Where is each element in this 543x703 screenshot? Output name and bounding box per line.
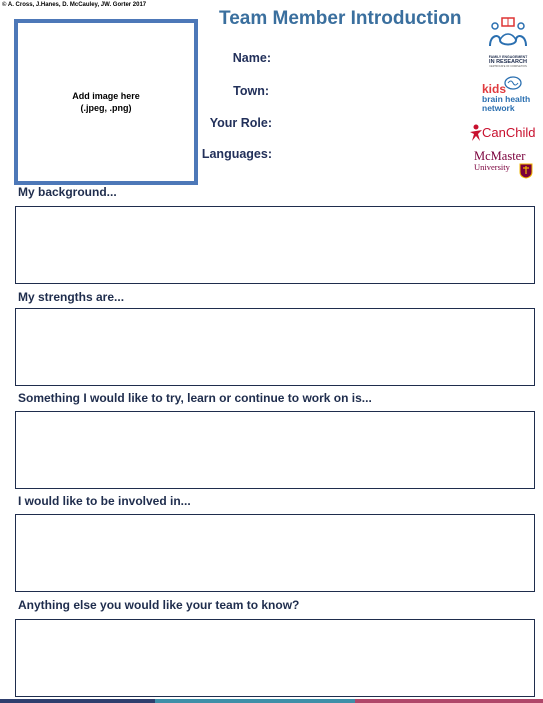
canchild-text: CanChild bbox=[482, 125, 536, 140]
try-learn-textbox[interactable] bbox=[15, 411, 535, 489]
anything-else-textbox[interactable] bbox=[15, 619, 535, 697]
mcmaster-line1: McMaster bbox=[474, 149, 526, 163]
kbhn-line1: kids bbox=[482, 82, 507, 96]
fer-line1: FAMILY ENGAGEMENT bbox=[488, 55, 528, 59]
name-label: Name: bbox=[232, 51, 271, 65]
anything-else-label: Anything else you would like your team to know? bbox=[18, 598, 300, 612]
involved-label: I would like to be involved in... bbox=[18, 494, 191, 508]
role-label: Your Role: bbox=[209, 116, 272, 130]
canchild-figure-icon bbox=[469, 124, 483, 142]
footer-bar-segment-2 bbox=[155, 699, 355, 703]
photo-placeholder-line1: Add image here bbox=[72, 91, 140, 101]
fer-line3: CERTIFICATE OF COMPLETION bbox=[489, 65, 527, 68]
photo-placeholder-line2: (.jpeg, .png) bbox=[80, 103, 132, 113]
strengths-textbox[interactable] bbox=[15, 308, 535, 386]
page-title: Team Member Introduction bbox=[219, 8, 462, 29]
kbhn-line2: brain health bbox=[482, 94, 531, 104]
family-engagement-logo bbox=[486, 16, 530, 66]
kids-brain-health-logo bbox=[482, 76, 532, 120]
footer-bar-segment-3 bbox=[355, 699, 543, 703]
kbhn-line3: network bbox=[482, 103, 515, 113]
background-label: My background... bbox=[18, 185, 117, 199]
background-textbox[interactable] bbox=[15, 206, 535, 284]
involved-textbox[interactable] bbox=[15, 514, 535, 592]
try-learn-label: Something I would like to try, learn or continue to work on is... bbox=[18, 391, 372, 405]
town-label: Town: bbox=[233, 84, 269, 98]
strengths-label: My strengths are... bbox=[18, 290, 125, 304]
languages-label: Languages: bbox=[201, 147, 272, 161]
canchild-logo bbox=[469, 123, 539, 145]
fer-line2: IN RESEARCH bbox=[489, 59, 527, 65]
mcmaster-logo bbox=[474, 150, 538, 186]
family-engagement-icon bbox=[486, 16, 530, 50]
footer-bar-segment-1 bbox=[0, 699, 155, 703]
brain-icon bbox=[504, 76, 522, 90]
mcmaster-line2: University bbox=[474, 162, 510, 172]
copyright-text: © A. Cross, J.Hanes, D. McCauley, JW. Gorter 2017 bbox=[2, 2, 147, 8]
mcmaster-shield-icon bbox=[519, 163, 533, 179]
